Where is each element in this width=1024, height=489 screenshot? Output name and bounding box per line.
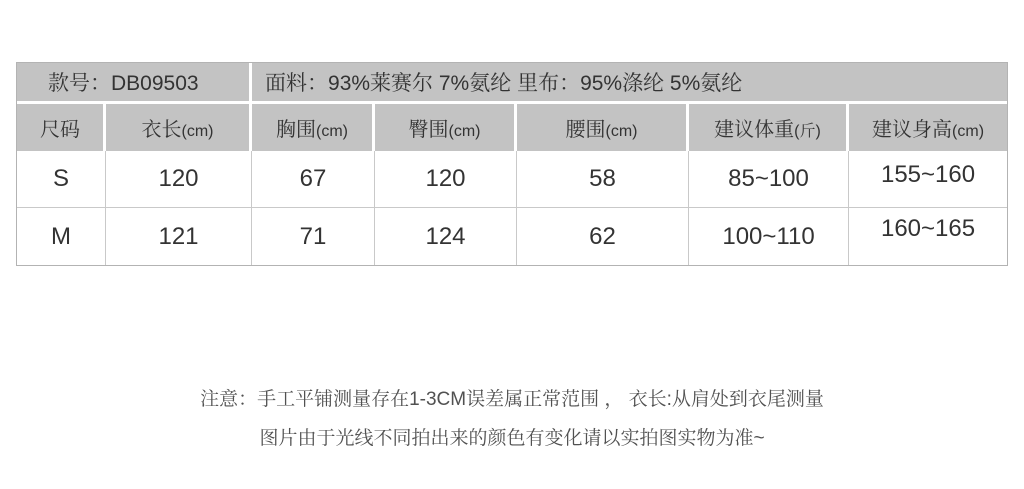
size-chart bbox=[16, 62, 1008, 266]
cell-height: 155~160 bbox=[849, 151, 1007, 208]
unit-label: (cm) bbox=[448, 123, 481, 140]
cell-waist: 58 bbox=[517, 151, 689, 208]
header-size: 尺码 bbox=[17, 104, 106, 151]
header-waist: 腰围(cm) bbox=[517, 104, 689, 151]
cell-length: 120 bbox=[106, 151, 252, 208]
cell-weight: 85~100 bbox=[689, 151, 849, 208]
cell-bust: 71 bbox=[252, 208, 375, 265]
cell-height: 160~165 bbox=[849, 208, 1007, 265]
header-bust: 胸围(cm) bbox=[252, 104, 375, 151]
unit-label: (cm) bbox=[181, 123, 214, 140]
note-line-2: 图片由于光线不同拍出来的颜色有变化请以实拍图实物为准~ bbox=[259, 428, 765, 449]
header-height: 建议身高(cm) bbox=[849, 104, 1007, 151]
table-row-m bbox=[17, 208, 1007, 265]
unit-label: (斤) bbox=[794, 123, 821, 140]
header-hip: 臀围(cm) bbox=[375, 104, 517, 151]
header-length: 衣长(cm) bbox=[106, 104, 252, 151]
cell-weight: 100~110 bbox=[689, 208, 849, 265]
column-header-row bbox=[17, 104, 1007, 151]
cell-length: 121 bbox=[106, 208, 252, 265]
cell-waist: 62 bbox=[517, 208, 689, 265]
fabric-composition: 面料：93%莱赛尔 7%氨纶 里布：95%涤纶 5%氨纶 bbox=[252, 63, 1007, 104]
measurement-notes bbox=[0, 380, 1024, 458]
unit-label: (cm) bbox=[605, 123, 638, 140]
header-weight: 建议体重(斤) bbox=[689, 104, 849, 151]
size-table bbox=[16, 62, 1008, 266]
unit-label: (cm) bbox=[316, 123, 348, 140]
unit-label: (cm) bbox=[952, 123, 985, 140]
model-number: 款号：DB09503 bbox=[17, 63, 252, 104]
cell-hip: 120 bbox=[375, 151, 517, 208]
note-line-1: 注意：手工平铺测量存在1-3CM误差属正常范围 ， 衣长:从肩处到衣尾测量 bbox=[200, 389, 824, 410]
cell-bust: 67 bbox=[252, 151, 375, 208]
cell-size: M bbox=[17, 208, 106, 265]
product-info-row bbox=[17, 63, 1007, 104]
cell-hip: 124 bbox=[375, 208, 517, 265]
table-row-s bbox=[17, 151, 1007, 208]
cell-size: S bbox=[17, 151, 106, 208]
